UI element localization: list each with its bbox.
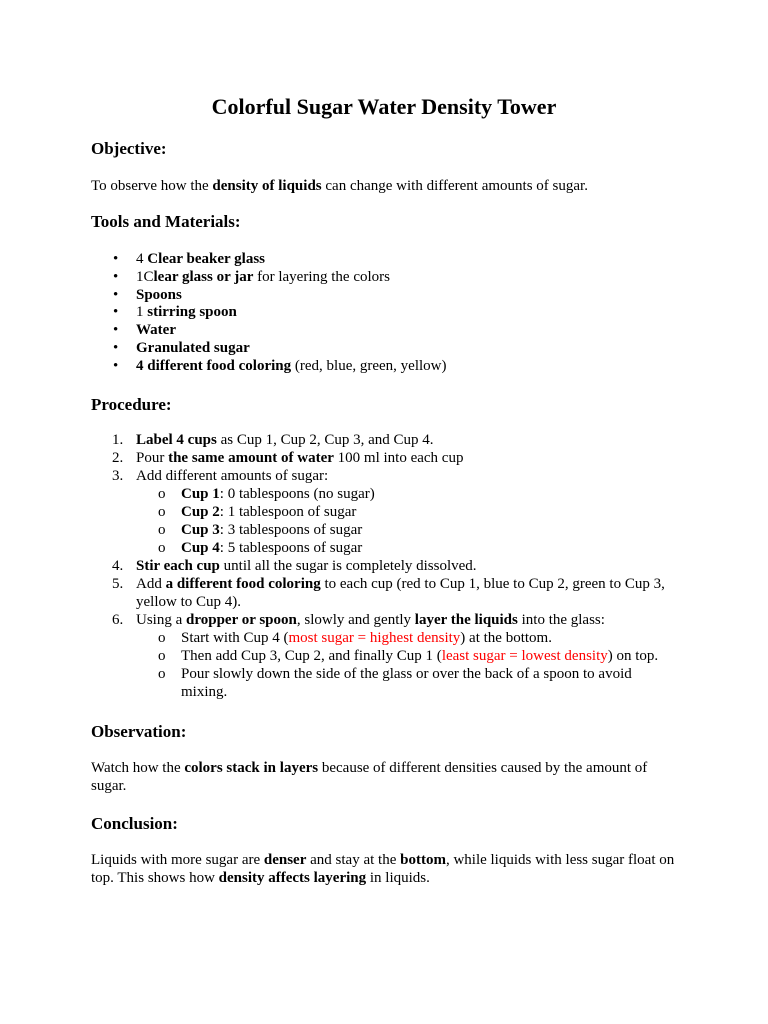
text-run: : 0 tablespoons (no sugar): [219, 486, 375, 502]
tools-list-item: [91, 321, 691, 339]
tools-list-item: [91, 357, 691, 375]
bold-text: Clear beaker glass: [147, 251, 266, 267]
tools-list-item: [91, 339, 691, 357]
tools-list: [91, 250, 691, 375]
text-run: Add different amounts of sugar:: [136, 468, 329, 484]
step-text: [136, 450, 463, 466]
step-text: [136, 432, 434, 448]
procedure-heading: Procedure:: [91, 395, 172, 414]
procedure-step: [91, 557, 681, 575]
text-run: 4: [136, 251, 148, 267]
procedure-step: [91, 611, 681, 701]
bold-text: colors stack in layers: [184, 760, 319, 776]
bold-text: 4 different food coloring: [136, 357, 292, 374]
text-run: ) on top.: [607, 648, 659, 664]
circle-o-icon: o: [158, 666, 166, 682]
observation-heading: Observation:: [91, 722, 187, 741]
highlight-text: least sugar = lowest density: [441, 648, 608, 664]
procedure-step: [91, 467, 681, 557]
text-run: Pour slowly down the side of the glass or over the back of a spoon to avoid mixing.: [181, 666, 632, 700]
text-run: Watch how the: [91, 760, 185, 776]
text-run: : 1 tablespoon of sugar: [219, 504, 357, 520]
page-title: Colorful Sugar Water Density Tower: [211, 94, 557, 119]
step-number: 6.: [112, 612, 124, 628]
procedure-step: [91, 449, 681, 467]
text-run: Start with Cup 4 (: [181, 630, 289, 646]
text-run: until all the sugar is completely dissolved.: [219, 558, 477, 574]
text-run: into the glass:: [517, 612, 605, 628]
step-number: 2.: [112, 450, 124, 466]
step-number: 1.: [112, 432, 124, 448]
text-run: (red, blue, green, yellow): [291, 357, 447, 374]
bold-text: stirring spoon: [147, 304, 237, 321]
text-run: : 5 tablespoons of sugar: [219, 540, 363, 556]
text-run: and stay at the: [306, 852, 401, 868]
tools-list-item: [91, 268, 691, 286]
step-text: [136, 558, 477, 574]
circle-o-icon: o: [158, 522, 166, 538]
bold-text: Cup 3: [181, 522, 220, 538]
step-text: [136, 576, 665, 610]
text-run: To observe how the: [91, 178, 213, 194]
text-run: : 3 tablespoons of sugar: [219, 522, 363, 538]
text-run: Add: [136, 576, 166, 592]
objective-heading: Objective:: [91, 139, 167, 158]
tools-heading: Tools and Materials:: [91, 212, 241, 231]
bold-text: density affects layering: [218, 870, 367, 886]
bold-text: Label 4 cups: [136, 432, 217, 448]
bold-text: Cup 4: [181, 540, 220, 556]
sub-list: [136, 485, 681, 557]
bold-text: Water: [136, 322, 176, 339]
bold-text: Cup 2: [181, 504, 220, 520]
bold-text: denser: [263, 852, 307, 868]
tools-list-item: [91, 286, 691, 304]
bold-text: density of liquids: [212, 178, 322, 194]
objective-text: [91, 177, 691, 195]
sub-list-item: [136, 647, 681, 665]
tools-list-item: [91, 303, 691, 321]
sub-list-item: [136, 539, 681, 557]
tools-list-item: [91, 250, 691, 268]
procedure-step: [91, 431, 681, 449]
step-text: [136, 468, 328, 484]
text-run: Pour: [136, 450, 169, 466]
bold-text: lear glass or jar: [153, 268, 254, 285]
procedure-step: [91, 575, 681, 611]
bold-text: a different food coloring: [165, 576, 321, 592]
bold-text: Granulated sugar: [136, 339, 250, 356]
bold-text: the same amount of water: [168, 450, 334, 466]
text-run: ) at the bottom.: [460, 630, 552, 646]
observation-text: [91, 759, 671, 795]
bold-text: layer the liquids: [414, 612, 518, 628]
bold-text: Stir each cup: [136, 558, 220, 574]
bold-text: Cup 1: [181, 486, 220, 502]
sub-list-item: [136, 503, 681, 521]
highlight-text: most sugar = highest density: [288, 630, 461, 646]
circle-o-icon: o: [158, 486, 166, 502]
text-run: 1: [136, 304, 148, 321]
sub-list-item: [136, 665, 681, 701]
procedure-list: [91, 431, 681, 701]
sub-list-item: [136, 485, 681, 503]
conclusion-heading: Conclusion:: [91, 814, 178, 833]
text-run: because of different densities caused by the amount of sugar.: [91, 760, 648, 794]
bold-text: Spoons: [136, 286, 182, 303]
sub-list-item: [136, 629, 681, 647]
text-run: in liquids.: [366, 870, 430, 886]
step-text: [136, 612, 605, 628]
circle-o-icon: o: [158, 630, 166, 646]
text-run: for layering the colors: [253, 268, 390, 285]
step-number: 4.: [112, 558, 124, 574]
circle-o-icon: o: [158, 540, 166, 556]
conclusion-text: [91, 851, 686, 887]
text-run: , slowly and gently: [296, 612, 415, 628]
step-number: 3.: [112, 468, 124, 484]
text-run: can change with different amounts of sugar.: [321, 178, 588, 194]
text-run: as Cup 1, Cup 2, Cup 3, and Cup 4.: [216, 432, 434, 448]
text-run: to each cup (red to Cup 1, blue to Cup 2, green to Cup 3, yellow to Cup 4).: [136, 576, 665, 610]
bold-text: bottom: [400, 852, 446, 868]
text-run: Liquids with more sugar are: [91, 852, 264, 868]
text-run: Using a: [136, 612, 186, 628]
circle-o-icon: o: [158, 504, 166, 520]
sub-list: [136, 629, 681, 701]
text-run: Then add Cup 3, Cup 2, and finally Cup 1 (: [181, 648, 442, 664]
text-run: , while liquids with less sugar float on top. This shows how: [91, 852, 675, 886]
step-number: 5.: [112, 576, 124, 592]
circle-o-icon: o: [158, 648, 166, 664]
bold-text: dropper or spoon: [186, 612, 297, 628]
text-run: 100 ml into each cup: [333, 450, 464, 466]
sub-list-item: [136, 521, 681, 539]
text-run: 1C: [136, 268, 154, 285]
